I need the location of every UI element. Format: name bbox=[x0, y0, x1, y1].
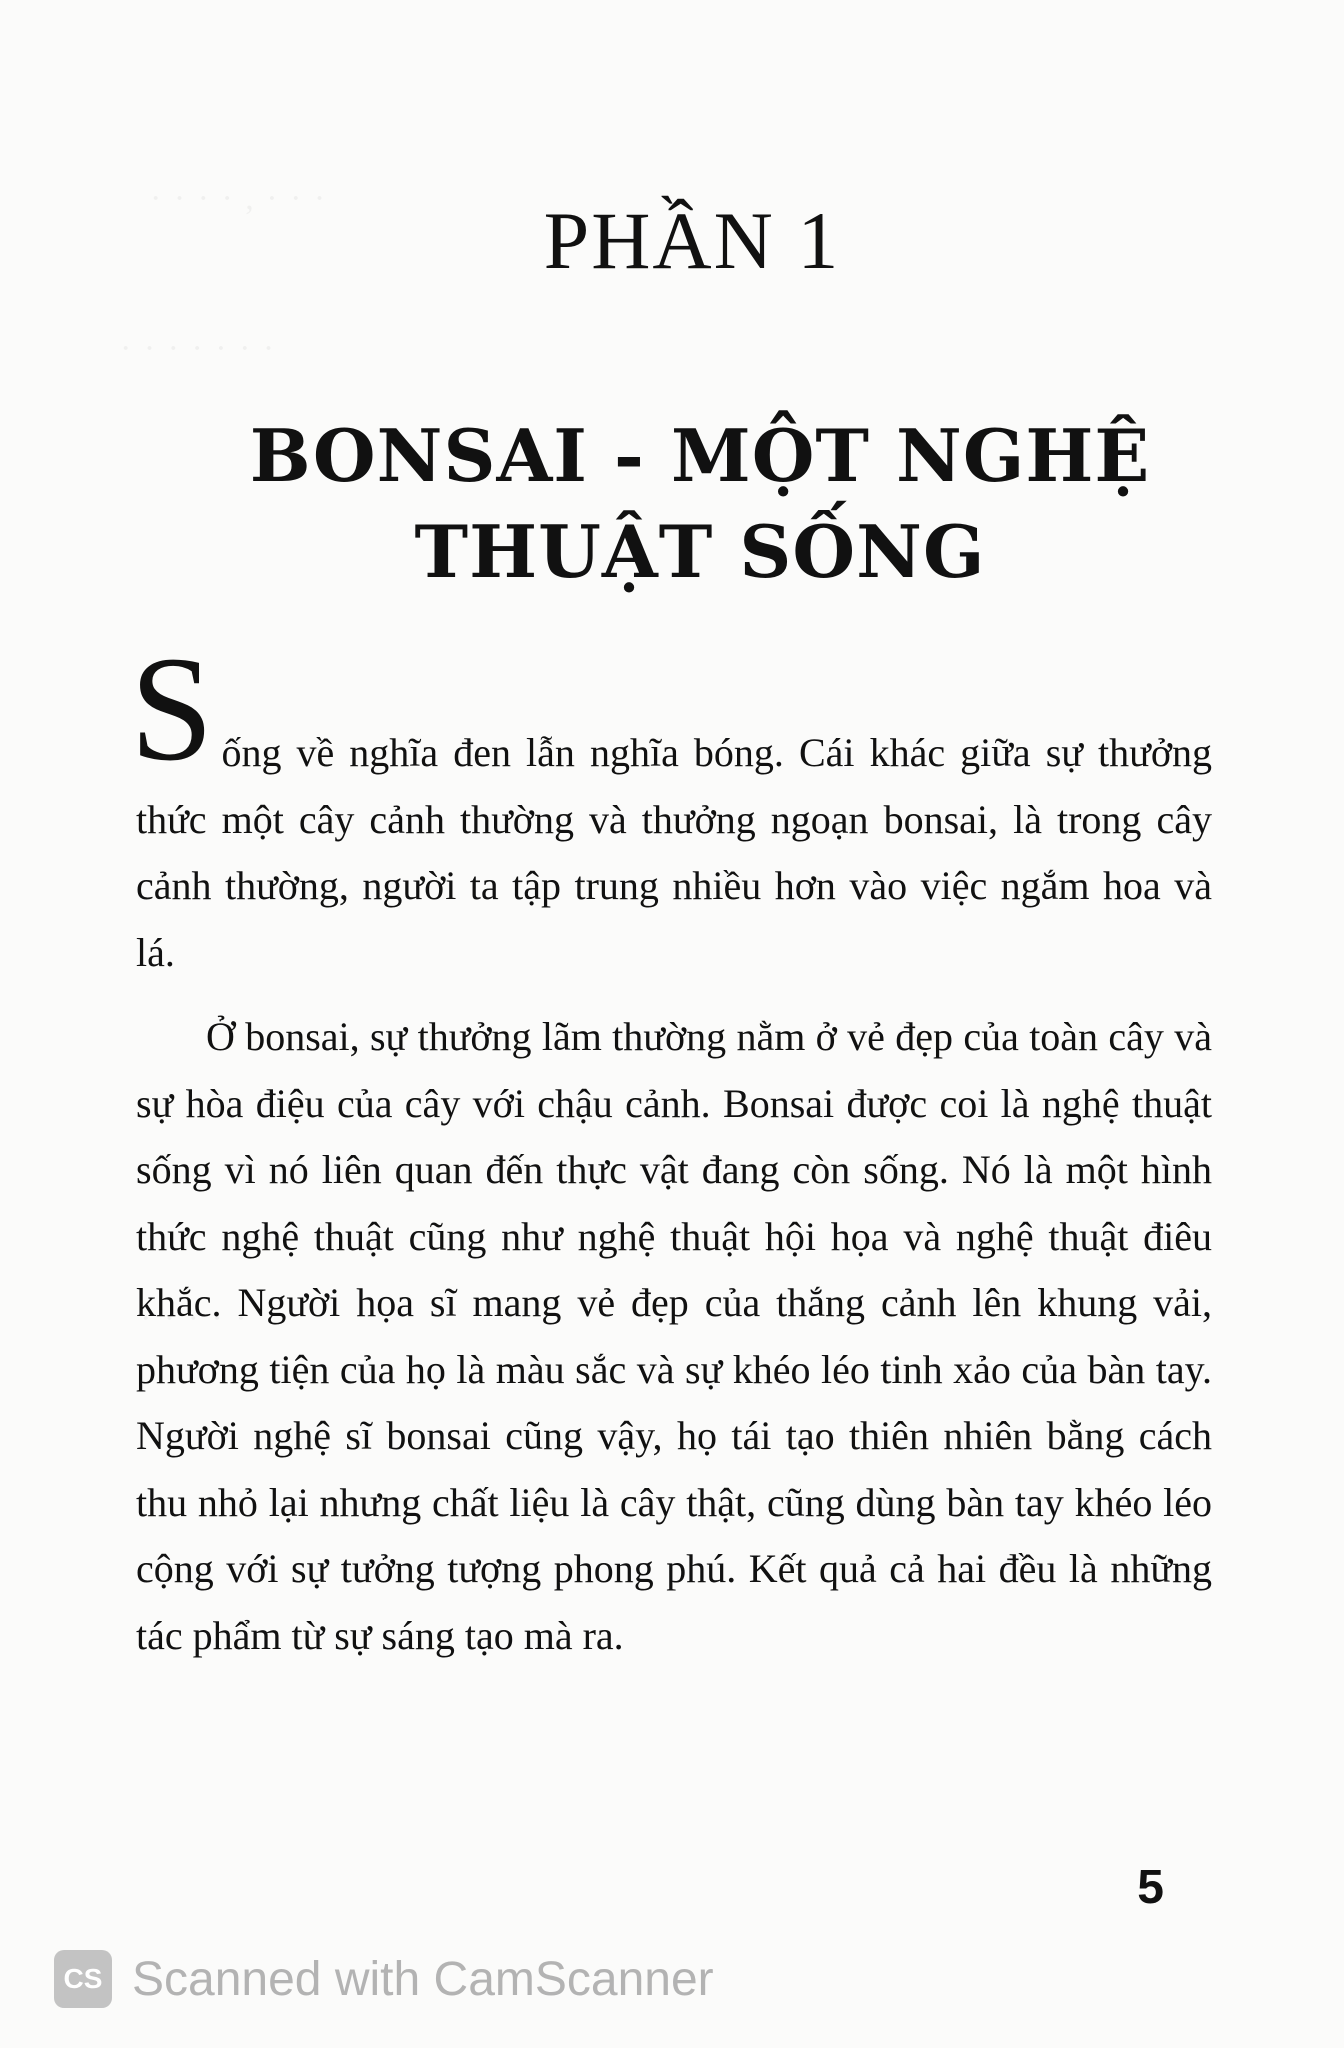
paragraph-1 bbox=[130, 626, 1212, 986]
paragraph-1-text: ống về nghĩa đen lẫn nghĩa bóng. Cái khác giữa sự thưởng thức một cây cảnh thường và thưởng ngoạn bonsai, là trong cây cảnh thường, người ta tập trung nhiều hơn vào việc ngắm hoa và lá. bbox=[136, 730, 1212, 975]
chapter-title-line-1: BONSAI - MỘT NGHỆ bbox=[249, 413, 1151, 498]
watermark-text: Scanned with CamScanner bbox=[132, 1952, 714, 2006]
camscanner-watermark bbox=[54, 1944, 714, 2014]
camscanner-logo-icon: CS bbox=[54, 1950, 112, 2008]
paragraph-2: Ở bonsai, sự thưởng lãm thường nằm ở vẻ đẹp của toàn cây và sự hòa điệu của cây với chậu cảnh. Bonsai được coi là nghệ thuật sống vì nó liên quan đến thực vật đang còn sống. Nó là một hình thức nghệ thuật cũng như nghệ thuật hội họa và nghệ thuật điêu khắc. Người họa sĩ mang vẻ đẹp của thắng cảnh lên khung vải, phương tiện của họ là màu sắc và sự khéo léo tinh xảo của bàn tay. Người nghệ sĩ bonsai cũng vậy, họ tái tạo thiên nhiên bằng cách thu nhỏ lại nhưng chất liệu là cây thật, cũng dùng bàn tay khéo léo cộng với sự tưởng tượng phong phú. Kết quả cả hai đều là những tác phẩm từ sự sáng tạo mà ra. bbox=[136, 1014, 1212, 1658]
chapter-title bbox=[200, 408, 1200, 600]
part-heading: PHẦN 1 bbox=[543, 195, 841, 286]
drop-cap: S bbox=[130, 626, 214, 792]
show-through-noise bbox=[120, 330, 276, 368]
body-text bbox=[130, 626, 1212, 1669]
chapter-title-line-2: THUẬT SỐNG bbox=[414, 509, 986, 594]
page-number: 5 bbox=[1137, 1861, 1164, 1914]
